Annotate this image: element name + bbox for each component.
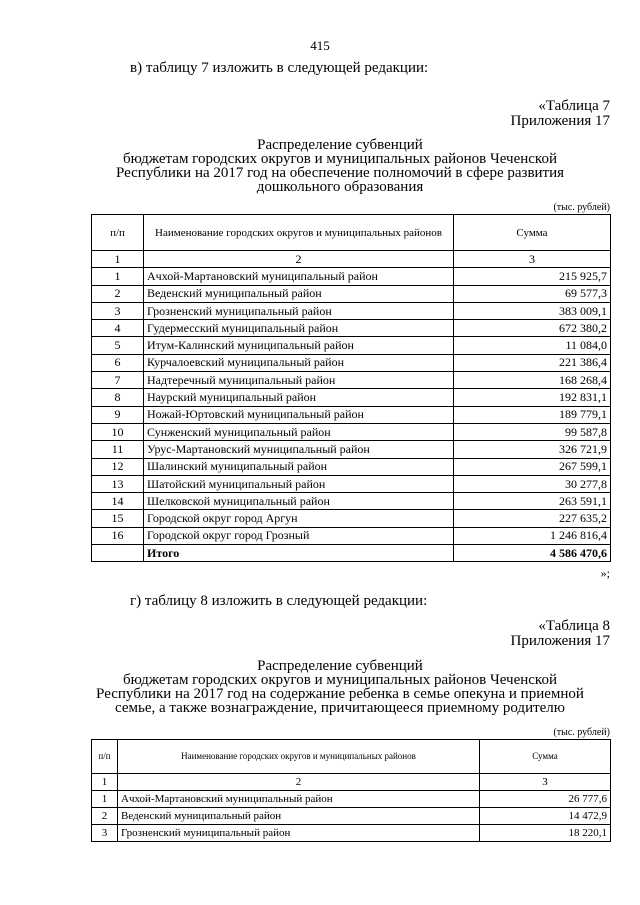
table-row	[92, 337, 611, 354]
units-label: (тыс. рублей)	[553, 202, 610, 213]
row-name: Городской округ город Грозный	[144, 527, 454, 544]
row-number: 6	[92, 354, 144, 371]
row-sum: 14 472,9	[480, 808, 611, 825]
total-number-cell	[92, 545, 144, 562]
row-number: 5	[92, 337, 144, 354]
row-number: 11	[92, 441, 144, 458]
row-sum: 215 925,7	[454, 268, 611, 285]
table-7-title	[80, 138, 600, 194]
row-name: Шелковской муниципальный район	[144, 493, 454, 510]
column-number: 1	[92, 251, 144, 268]
row-number: 14	[92, 493, 144, 510]
row-number: 12	[92, 458, 144, 475]
header-cell-number: п/п	[92, 215, 144, 251]
table-row	[92, 825, 611, 842]
units-label: (тыс. рублей)	[553, 727, 610, 738]
table-row	[92, 372, 611, 389]
table-row	[92, 510, 611, 527]
table-row	[92, 458, 611, 475]
row-sum: 267 599,1	[454, 458, 611, 475]
title-line: семье, а также вознаграждение, причитающееся приемному родителю	[114, 700, 565, 716]
header-cell-number: п/п	[92, 740, 118, 774]
row-number: 10	[92, 423, 144, 440]
row-sum: 26 777,6	[480, 791, 611, 808]
table-row	[92, 423, 611, 440]
total-sum: 4 586 470,6	[454, 545, 611, 562]
table-row	[92, 354, 611, 371]
row-name: Курчалоевский муниципальный район	[144, 354, 454, 371]
row-number: 2	[92, 808, 118, 825]
title-line: Распределение субвенций	[257, 658, 423, 674]
table-row	[92, 320, 611, 337]
table-row	[92, 527, 611, 544]
column-number-row	[92, 774, 611, 791]
table-8-title	[80, 659, 600, 715]
row-number: 8	[92, 389, 144, 406]
table-7	[91, 214, 611, 562]
title-line: бюджетам городских округов и муниципальных районов Чеченской	[123, 151, 557, 167]
header-cell-name: Наименование городских округов и муниципальных районов	[118, 740, 480, 774]
table-row	[92, 285, 611, 302]
row-name: Ножай-Юртовский муниципальный район	[144, 406, 454, 423]
row-number: 3	[92, 302, 144, 319]
title-line: Распределение субвенций	[257, 137, 423, 153]
row-sum: 263 591,1	[454, 493, 611, 510]
header-row	[92, 215, 611, 251]
row-name: Сунженский муниципальный район	[144, 423, 454, 440]
row-number: 1	[92, 268, 144, 285]
row-sum: 69 577,3	[454, 285, 611, 302]
row-number: 13	[92, 475, 144, 492]
row-name: Веденский муниципальный район	[144, 285, 454, 302]
row-number: 3	[92, 825, 118, 842]
row-sum: 383 009,1	[454, 302, 611, 319]
row-sum: 11 084,0	[454, 337, 611, 354]
row-number: 2	[92, 285, 144, 302]
header-cell-sum: Сумма	[480, 740, 611, 774]
page-number: 415	[310, 38, 330, 53]
table-8	[91, 739, 611, 842]
row-sum: 192 831,1	[454, 389, 611, 406]
title-line: бюджетам городских округов и муниципальных районов Чеченской	[123, 672, 557, 688]
column-number-row	[92, 251, 611, 268]
row-sum: 18 220,1	[480, 825, 611, 842]
table-ref-line: «Таблица 7	[538, 98, 610, 114]
row-name: Гудермесский муниципальный район	[144, 320, 454, 337]
row-sum: 221 386,4	[454, 354, 611, 371]
column-number: 3	[480, 774, 611, 791]
table-row	[92, 389, 611, 406]
column-number: 2	[118, 774, 480, 791]
title-line: Республики на 2017 год на обеспечение полномочий в сфере развития	[115, 165, 565, 181]
table-row	[92, 808, 611, 825]
row-sum: 672 380,2	[454, 320, 611, 337]
row-name: Урус-Мартановский муниципальный район	[144, 441, 454, 458]
column-number: 2	[144, 251, 454, 268]
row-name: Грозненский муниципальный район	[144, 302, 454, 319]
appendix-ref-line: Приложения 17	[510, 113, 610, 129]
row-name: Шалинский муниципальный район	[144, 458, 454, 475]
table-row	[92, 475, 611, 492]
title-line: Республики на 2017 год на содержание ребенка в семье опекуна и приемной	[96, 686, 584, 702]
row-name: Ачхой-Мартановский муниципальный район	[144, 268, 454, 285]
row-sum: 99 587,8	[454, 423, 611, 440]
row-name: Итум-Калинский муниципальный район	[144, 337, 454, 354]
row-name: Ачхой-Мартановский муниципальный район	[118, 791, 480, 808]
table-row	[92, 791, 611, 808]
row-sum: 227 635,2	[454, 510, 611, 527]
row-sum: 168 268,4	[454, 372, 611, 389]
closing-quote: »;	[600, 566, 610, 580]
table-row	[92, 268, 611, 285]
instruction-table-8: г) таблицу 8 изложить в следующей редакции:	[130, 593, 428, 609]
row-number: 1	[92, 791, 118, 808]
table-row	[92, 406, 611, 423]
row-number: 15	[92, 510, 144, 527]
table-row	[92, 441, 611, 458]
header-cell-sum: Сумма	[454, 215, 611, 251]
instruction-table-7: в) таблицу 7 изложить в следующей редакции:	[130, 60, 429, 76]
row-name: Наурский муниципальный район	[144, 389, 454, 406]
row-number: 4	[92, 320, 144, 337]
row-name: Грозненский муниципальный район	[118, 825, 480, 842]
table-8-reference	[511, 619, 611, 649]
column-number: 3	[454, 251, 611, 268]
header-row	[92, 740, 611, 774]
row-sum: 189 779,1	[454, 406, 611, 423]
table-row	[92, 302, 611, 319]
row-sum: 1 246 816,4	[454, 527, 611, 544]
row-name: Надтеречный муниципальный район	[144, 372, 454, 389]
row-number: 7	[92, 372, 144, 389]
column-number: 1	[92, 774, 118, 791]
title-line: дошкольного образования	[256, 179, 424, 195]
header-cell-name: Наименование городских округов и муниципальных районов	[144, 215, 454, 251]
table-7-reference	[511, 99, 611, 129]
table-row	[92, 493, 611, 510]
row-sum: 30 277,8	[454, 475, 611, 492]
appendix-ref-line: Приложения 17	[510, 633, 610, 649]
row-name: Городской округ город Аргун	[144, 510, 454, 527]
table-ref-line: «Таблица 8	[538, 618, 610, 634]
row-number: 9	[92, 406, 144, 423]
row-sum: 326 721,9	[454, 441, 611, 458]
row-name: Шатойский муниципальный район	[144, 475, 454, 492]
row-number: 16	[92, 527, 144, 544]
row-name: Веденский муниципальный район	[118, 808, 480, 825]
total-label: Итого	[144, 545, 454, 562]
total-row	[92, 545, 611, 562]
